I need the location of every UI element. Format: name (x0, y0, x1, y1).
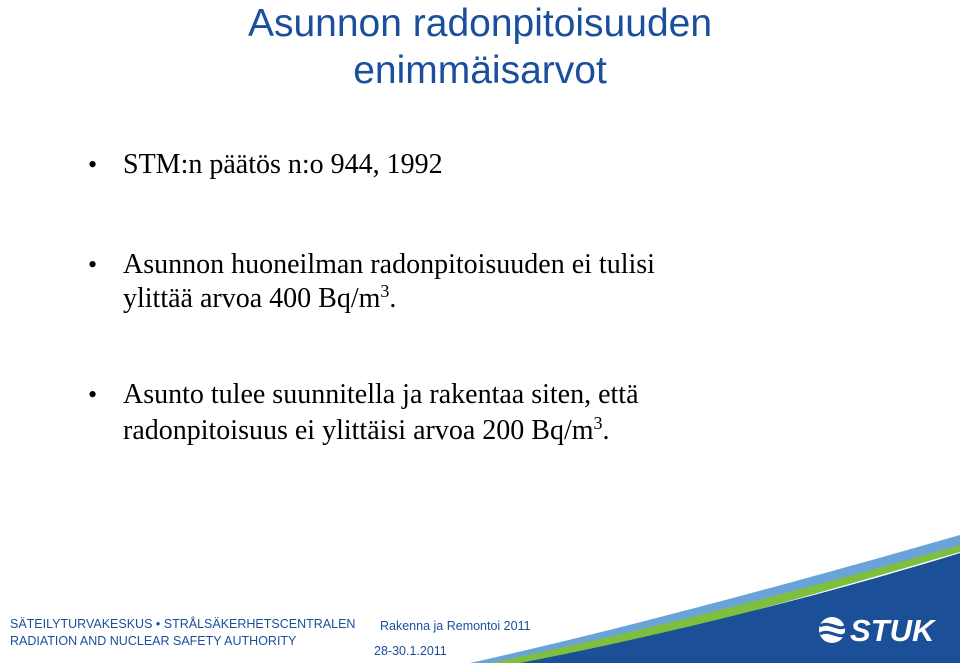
stuk-logo-text: STUK (850, 613, 935, 648)
bullet-text-line2-end: . (389, 283, 397, 314)
footer-org-line2: RADIATION AND NUCLEAR SAFETY AUTHORITY (10, 634, 297, 648)
footer-dates: 28-30.1.2011 (374, 644, 447, 658)
bullet-text-line2-main: radonpitoisuus ei ylittäisi arvoa 200 Bq/m (123, 415, 594, 446)
bullet-text-line1: Asunnon huoneilman radonpitoisuuden ei tulisi (123, 249, 655, 280)
footer-event: Rakenna ja Remontoi 2011 (380, 619, 531, 633)
bullet-text-line2-end: . (602, 415, 610, 446)
bullet-dot: • (88, 150, 98, 179)
bullet-dot: • (88, 380, 98, 409)
stuk-logo-icon (819, 617, 845, 643)
slide-title-line2: enimmäisarvot (353, 49, 607, 92)
superscript: 3 (593, 413, 603, 433)
footer-org-line1: SÄTEILYTURVAKESKUS • STRÅLSÄKERHETSCENTRALEN (10, 617, 356, 631)
superscript: 3 (380, 281, 390, 301)
slide-title-line1: Asunnon radonpitoisuuden (247, 2, 713, 45)
bullet-text-line2-main: ylittää arvoa 400 Bq/m (123, 283, 381, 314)
bullet-text-line1: Asunto tulee suunnitella ja rakentaa siten, että (123, 379, 639, 410)
bullet-dot: • (88, 250, 98, 279)
bullet-text: STM:n päätös n:o 944, 1992 (123, 149, 443, 180)
